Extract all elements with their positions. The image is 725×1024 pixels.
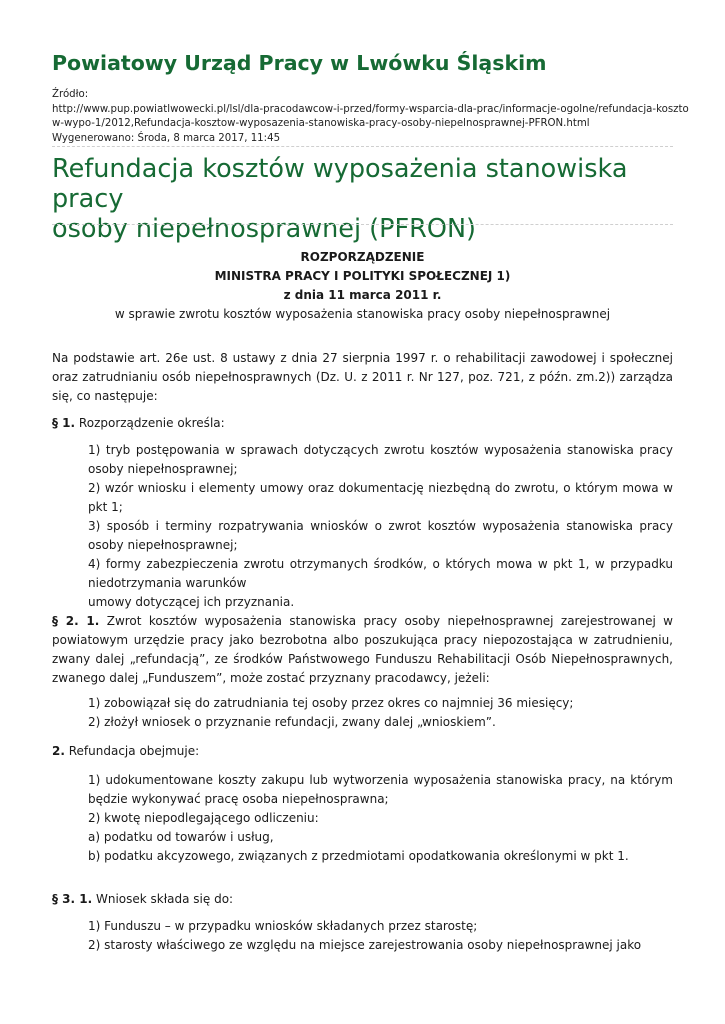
section-3-label: § 3. 1. [52,892,93,906]
source-label: Źródło: [52,89,89,100]
section-3-heading [52,890,673,909]
decree-line-4: w sprawie zwrotu kosztów wyposażenia stanowiska pracy osoby niepełnosprawnej [114,307,611,321]
section-1-heading [52,414,673,433]
source-metadata [52,88,689,147]
section-2-point-2-label: 2. [52,744,65,758]
divider [52,224,673,225]
list-item: 2) kwotę niepodlegającego odliczeniu: [88,811,319,825]
section-2-paragraph [52,612,673,688]
divider [52,146,673,147]
page-title [52,154,692,244]
intro-paragraph: Na podstawie art. 26e ust. 8 ustawy z dnia 27 sierpnia 1997 r. o rehabilitacji zawodowej i społecznej oraz zatrudnianiu osób niepełnosprawnych (Dz. U. z 2011 r. Nr 127, poz. 721, z późn. zm.2)) zarządza się, co następuje: [52,351,673,403]
organization-title: Powiatowy Urząd Pracy w Lwówku Śląskim [52,51,547,75]
decree-heading [52,248,673,324]
section-2-text: Zwrot kosztów wyposażenia stanowiska pracy osoby niepełnosprawnej zarejestrowanej w powiatowym urzędzie pracy jako bezrobotna albo poszukująca pracy niepozostająca w zatrudnieniu, zwany dalej „refundacją”, ze środków Państwowego Funduszu Rehabilitacji Osób Niepełnosprawnych, zwanego dalej „Funduszem”, może zostać przyznany pracodawcy, jeżeli: [52,614,673,685]
section-1-text: Rozporządzenie określa: [78,416,225,430]
section-3-list [88,917,673,955]
section-2-list [88,694,673,732]
decree-line-1: ROZPORZĄDZENIE [300,250,425,264]
page-title-line-1: Refundacja kosztów wyposażenia stanowiska pracy [52,154,628,214]
section-1-list [88,441,673,612]
list-item: 4) formy zabezpieczenia zwrotu otrzymanych środków, o których mowa w pkt 1, w przypadku niedotrzymania warunków [88,557,673,590]
list-item: b) podatku akcyzowego, związanych z przedmiotami opodatkowania określonymi w pkt 1. [88,849,629,863]
source-url-line-2[interactable]: w-wypo-1/2012,Refundacja-kosztow-wyposazenia-stanowiska-pracy-osoby-niepelnosprawnej-PFRON.html [52,118,590,130]
decree-line-2: MINISTRA PRACY I POLITYKI SPOŁECZNEJ 1) [214,269,511,283]
list-item: 1) tryb postępowania w sprawach dotyczących zwrotu kosztów wyposażenia stanowiska pracy osoby niepełnosprawnej; [88,443,673,476]
section-2-point-2-text: Refundacja obejmuje: [68,744,200,758]
list-item: a) podatku od towarów i usług, [88,830,274,844]
list-item: 2) starosty właściwego ze względu na miejsce zarejestrowania osoby niepełnosprawnej jako [88,938,642,952]
source-url-line-1[interactable]: http://www.pup.powiatlwowecki.pl/lsl/dla-pracodawcow-i-przed/formy-wsparcia-dla-prac/informacje-ogolne/refundacja-koszto [52,103,689,115]
page-title-line-2: osoby niepełnosprawnej (PFRON) [52,214,476,244]
section-3-text: Wniosek składa się do: [96,892,234,906]
decree-line-3: z dnia 11 marca 2011 r. [283,288,442,302]
list-item: 1) udokumentowane koszty zakupu lub wytworzenia wyposażenia stanowiska pracy, na którym będzie wykonywać pracę osoba niepełnosprawna; [88,773,673,806]
list-item: 1) zobowiązał się do zatrudniania tej osoby przez okres co najmniej 36 miesięcy; [88,696,574,710]
generated-date: Wygenerowano: Środa, 8 marca 2017, 11:45 [52,133,281,145]
section-2-label: § 2. 1. [52,614,100,628]
section-2-point-2-heading [52,742,673,761]
list-item: 2) złożył wniosek o przyznanie refundacji, zwany dalej „wnioskiem”. [88,715,496,729]
section-2-point-2-list [88,771,673,866]
list-item: 3) sposób i terminy rozpatrywania wniosków o zwrot kosztów wyposażenia stanowiska pracy osoby niepełnosprawnej; [88,519,673,552]
list-item: umowy dotyczącej ich przyznania. [88,595,295,609]
list-item: 2) wzór wniosku i elementy umowy oraz dokumentację niezbędną do zwrotu, o którym mowa w pkt 1; [88,481,673,514]
section-1-label: § 1. [52,416,76,430]
list-item: 1) Funduszu – w przypadku wniosków składanych przez starostę; [88,919,478,933]
